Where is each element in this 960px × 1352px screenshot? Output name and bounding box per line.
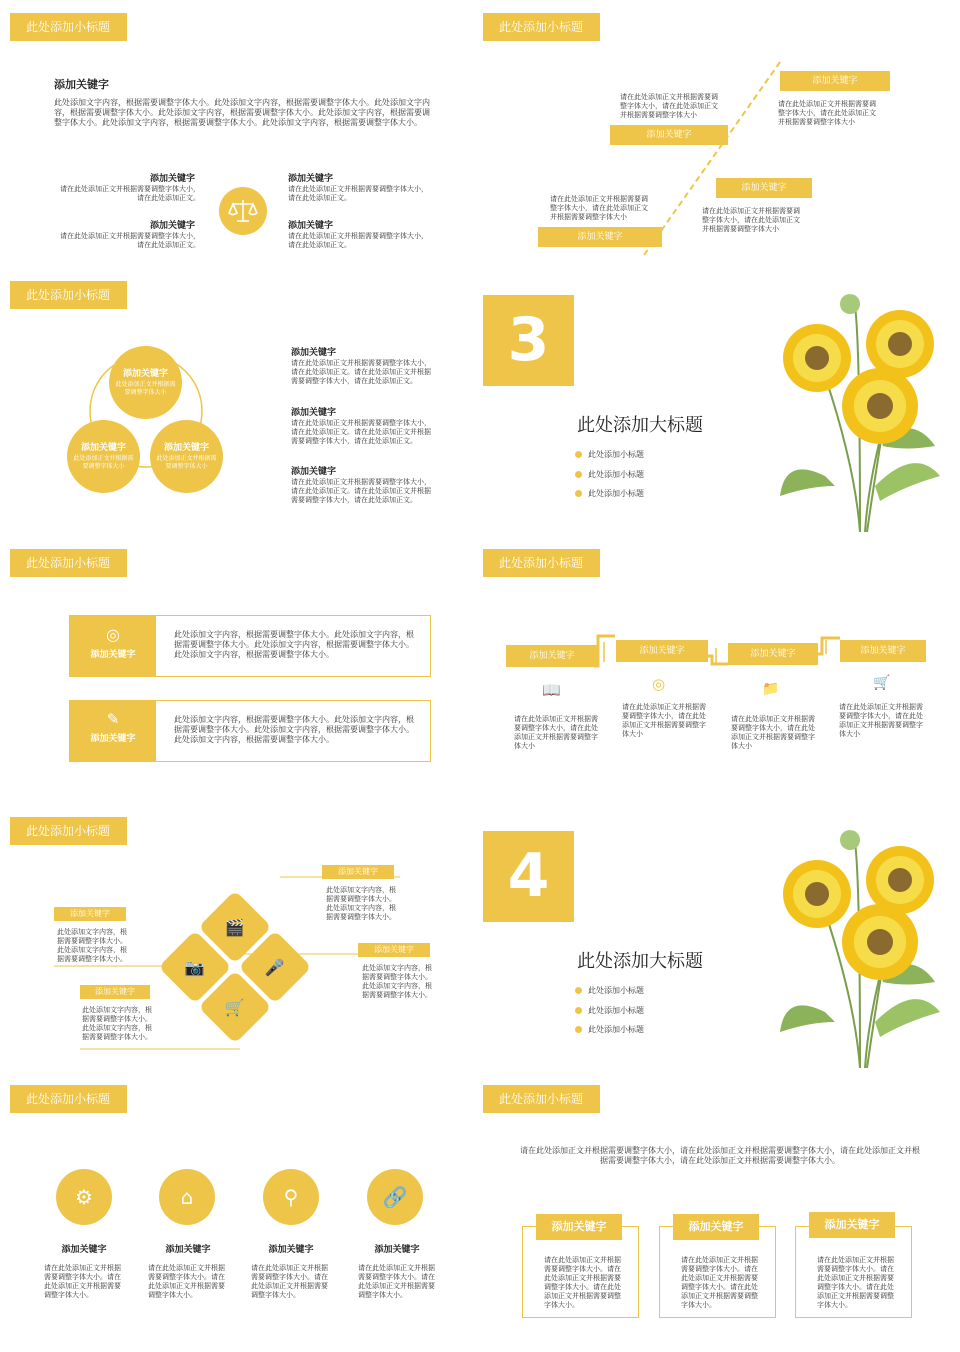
keyword-left-2: 添加关键字 (150, 221, 196, 231)
label-1: 添加关键字 (54, 907, 126, 921)
edit-document-icon: ✎ (106, 710, 120, 728)
slide-subtitle-tag: 此处添加小标题 (10, 13, 127, 41)
step-label-1: 添加关键字 (506, 645, 598, 667)
bullet-dot (575, 1007, 582, 1014)
text-3: 请在此处添加正文并根据需要调整字体大小，请在此处添加正文并根据需要调整字体大小 (702, 207, 800, 233)
card-label-3: 添加关键字 (809, 1212, 895, 1238)
camera-icon: 📷 (185, 957, 205, 977)
bullet-dot (575, 987, 582, 994)
sunflower-illustration (765, 286, 950, 532)
ribbon-4: 添加关键字 (538, 227, 662, 247)
slide-8 (480, 804, 950, 1068)
info-row-1 (69, 615, 431, 677)
scale-icon (219, 187, 267, 235)
microphone-icon: 🎤 (265, 957, 285, 977)
text-left-1: 请在此处添加正文并根据需要调整字体大小，请在此处添加正文。 (60, 185, 200, 202)
text-4: 此处添加文字内容，根据需要调整字体大小。此处添加文字内容，根据需要调整字体大小。 (362, 964, 432, 999)
text-right-1: 请在此处添加正文并根据需要调整字体大小，请在此处添加正文。 (288, 185, 428, 202)
sub-item-2: 此处添加小标题 (588, 470, 644, 479)
text-1: 此处添加文字内容，根据需要调整字体大小。此处添加文字内容，根据需要调整字体大小。 (57, 928, 127, 963)
bullet-dot (575, 1026, 582, 1033)
label-4: 添加关键字 (358, 943, 430, 957)
keyword-1: 添加关键字 (291, 348, 337, 358)
sub-item-3: 此处添加小标题 (588, 489, 644, 498)
slide-subtitle-tag: 此处添加小标题 (483, 13, 600, 41)
section-number: 4 (483, 831, 574, 922)
sub-item-1: 此处添加小标题 (588, 450, 644, 459)
text-left-2: 请在此处添加正文并根据需要调整字体大小，请在此处添加正文。 (60, 232, 200, 249)
cart-icon: 🛒 (873, 675, 891, 691)
slide-7 (0, 804, 470, 1068)
card-label-2: 添加关键字 (673, 1214, 759, 1240)
step-label-3: 添加关键字 (728, 643, 818, 665)
step-text-3: 请在此处添加正文并根据需要调整字体大小，请在此处添加正文并根据需要调整字体大小 (731, 715, 815, 750)
keyword-right-1: 添加关键字 (288, 174, 334, 184)
step-text-4: 请在此处添加正文并根据需要调整字体大小，请在此处添加正文并根据需要调整字体大小 (839, 703, 923, 738)
keyword-right-2: 添加关键字 (288, 221, 334, 231)
folder-icon: 📁 (762, 681, 780, 697)
text-right-2: 请在此处添加正文并根据需要调整字体大小，请在此处添加正文。 (288, 232, 428, 249)
sunflower-illustration (765, 822, 950, 1068)
globe-icon: ◎ (106, 625, 120, 644)
card-2: 请在此处添加正文并根据需要调整字体大小。请在此处添加正文并根据需要调整字体大小。请在此处添加正文并根据需要调整字体大小。 (659, 1226, 776, 1318)
row-label-block: ◎ 添加关键字 (70, 616, 156, 676)
zigzag-connector (480, 536, 950, 800)
text-3: 此处添加文字内容，根据需要调整字体大小。此处添加文字内容，根据需要调整字体大小。 (326, 886, 396, 921)
slide-subtitle-tag: 此处添加小标题 (10, 1085, 127, 1113)
bullet-dot (575, 490, 582, 497)
slide-subtitle-tag: 此处添加小标题 (10, 817, 127, 845)
text-3: 请在此处添加正文并根据需要调整字体大小。请在此处添加正文并根据需要调整字体大小。 (251, 1264, 328, 1299)
cart-icon: 🛒 (225, 997, 245, 1017)
keyword-3: 添加关键字 (291, 467, 337, 477)
sub-item-3: 此处添加小标题 (588, 1025, 644, 1034)
info-row-2 (69, 700, 431, 762)
card-3: 请在此处添加正文并根据需要调整字体大小。请在此处添加正文并根据需要调整字体大小。请在此处添加正文并根据需要调整字体大小。 (795, 1226, 912, 1318)
label-3: 添加关键字 (322, 865, 394, 879)
globe-icon: ◎ (652, 675, 666, 693)
search-icon: ⚲ (263, 1169, 319, 1225)
step-label-2: 添加关键字 (616, 640, 708, 662)
card-label-1: 添加关键字 (536, 1214, 622, 1240)
row-text-2: 此处添加文字内容，根据需要调整字体大小。此处添加文字内容，根据需要调整字体大小。此处添加文字内容，根据需要调整字体大小。此处添加文字内容，根据需要调整字体大小。 (174, 715, 414, 744)
text-4: 请在此处添加正文并根据需要调整字体大小，请在此处添加正文并根据需要调整字体大小 (550, 195, 648, 221)
venn-circle-left: 添加关键字 此处添加正文并根据需要调整字体大小 (67, 420, 140, 493)
step-label-4: 添加关键字 (840, 640, 926, 662)
row-label-block: ✎ 添加关键字 (70, 701, 156, 761)
keyword-left-1: 添加关键字 (150, 174, 196, 184)
row-text-1: 此处添加文字内容，根据需要调整字体大小。此处添加文字内容，根据需要调整字体大小。此处添加文字内容，根据需要调整字体大小。此处添加文字内容，根据需要调整字体大小。 (174, 630, 414, 659)
gear-icon: ⚙ (56, 1169, 112, 1225)
home-icon: ⌂ (159, 1169, 215, 1225)
venn-circle-top: 添加关键字 此处添加正文并根据需要调整字体大小 (109, 346, 182, 419)
keyword-heading: 添加关键字 (54, 78, 109, 91)
ribbon-1: 添加关键字 (610, 125, 728, 145)
video-icon: 🎬 (225, 917, 245, 937)
step-text-2: 请在此处添加正文并根据需要调整字体大小，请在此处添加正文并根据需要调整字体大小 (622, 703, 706, 738)
step-text-1: 请在此处添加正文并根据需要调整字体大小，请在此处添加正文并根据需要调整字体大小 (514, 715, 598, 750)
label-2: 添加关键字 (80, 985, 150, 999)
ribbon-3: 添加关键字 (716, 178, 812, 198)
section-title: 此处添加大标题 (577, 415, 703, 436)
slide-6 (480, 536, 950, 800)
slide-subtitle-tag: 此处添加小标题 (10, 549, 127, 577)
slide-subtitle-tag: 此处添加小标题 (483, 1085, 600, 1113)
text-2: 请在此处添加正文并根据需要调整字体大小，请在此处添加正文。请在此处添加正文并根据需要调整字体大小，请在此处添加正文。 (291, 419, 431, 445)
slide-4 (480, 268, 950, 532)
slide-9 (0, 1072, 470, 1336)
text-1: 请在此处添加正文并根据需要调整字体大小。请在此处添加正文并根据需要调整字体大小。 (44, 1264, 121, 1299)
bullet-dot (575, 471, 582, 478)
keyword-3: 添加关键字 (268, 1245, 314, 1255)
slide-3 (0, 268, 470, 532)
bullet-dot (575, 451, 582, 458)
ribbon-2: 添加关键字 (780, 71, 890, 91)
text-1: 请在此处添加正文并根据需要调整字体大小，请在此处添加正文并根据需要调整字体大小 (620, 93, 718, 119)
slide-subtitle-tag: 此处添加小标题 (483, 549, 600, 577)
keyword-4: 添加关键字 (374, 1245, 420, 1255)
slide-1 (0, 0, 470, 264)
text-3: 请在此处添加正文并根据需要调整字体大小，请在此处添加正文。请在此处添加正文并根据需要调整字体大小，请在此处添加正文。 (291, 478, 431, 504)
text-2: 此处添加文字内容，根据需要调整字体大小。此处添加文字内容，根据需要调整字体大小。 (82, 1006, 152, 1041)
text-2: 请在此处添加正文并根据需要调整字体大小。请在此处添加正文并根据需要调整字体大小。 (148, 1264, 225, 1299)
link-icon: 🔗 (367, 1169, 423, 1225)
slide-10 (480, 1072, 950, 1342)
section-title: 此处添加大标题 (577, 951, 703, 972)
sub-item-2: 此处添加小标题 (588, 1006, 644, 1015)
slide-5 (0, 536, 470, 800)
section-number: 3 (483, 295, 574, 386)
keyword-2: 添加关键字 (165, 1245, 211, 1255)
card-1: 请在此处添加正文并根据需要调整字体大小。请在此处添加正文并根据需要调整字体大小。请在此处添加正文并根据需要调整字体大小。 (522, 1226, 639, 1318)
keyword-1: 添加关键字 (61, 1245, 107, 1255)
venn-circle-right: 添加关键字 此处添加正文并根据需要调整字体大小 (150, 420, 223, 493)
intro-text: 请在此处添加正文并根据需要调整字体大小，请在此处添加正文并根据需要调整字体大小，请在此处添加正文并根据需要调整字体大小，请在此处添加正文并根据需要调整字体大小。 (520, 1146, 920, 1165)
slide-2 (480, 0, 950, 264)
text-4: 请在此处添加正文并根据需要调整字体大小。请在此处添加正文并根据需要调整字体大小。 (358, 1264, 435, 1299)
keyword-2: 添加关键字 (291, 408, 337, 418)
text-2: 请在此处添加正文并根据需要调整字体大小，请在此处添加正文并根据需要调整字体大小 (778, 100, 876, 126)
book-icon: 📖 (542, 681, 561, 699)
slide-subtitle-tag: 此处添加小标题 (10, 281, 127, 309)
sub-item-1: 此处添加小标题 (588, 986, 644, 995)
text-1: 请在此处添加正文并根据需要调整字体大小，请在此处添加正文。请在此处添加正文并根据需要调整字体大小，请在此处添加正文。 (291, 359, 431, 385)
body-paragraph: 此处添加文字内容，根据需要调整字体大小。此处添加文字内容，根据需要调整字体大小。此处添加文字内容，根据需要调整字体大小。此处添加文字内容，根据需要调整字体大小。此处添加文字内容，根据需要调整字体大小。此处添加文字内容，根据需要调整字体大小。此处添加文字内容，根据需要调整字体大小。 (54, 98, 430, 127)
